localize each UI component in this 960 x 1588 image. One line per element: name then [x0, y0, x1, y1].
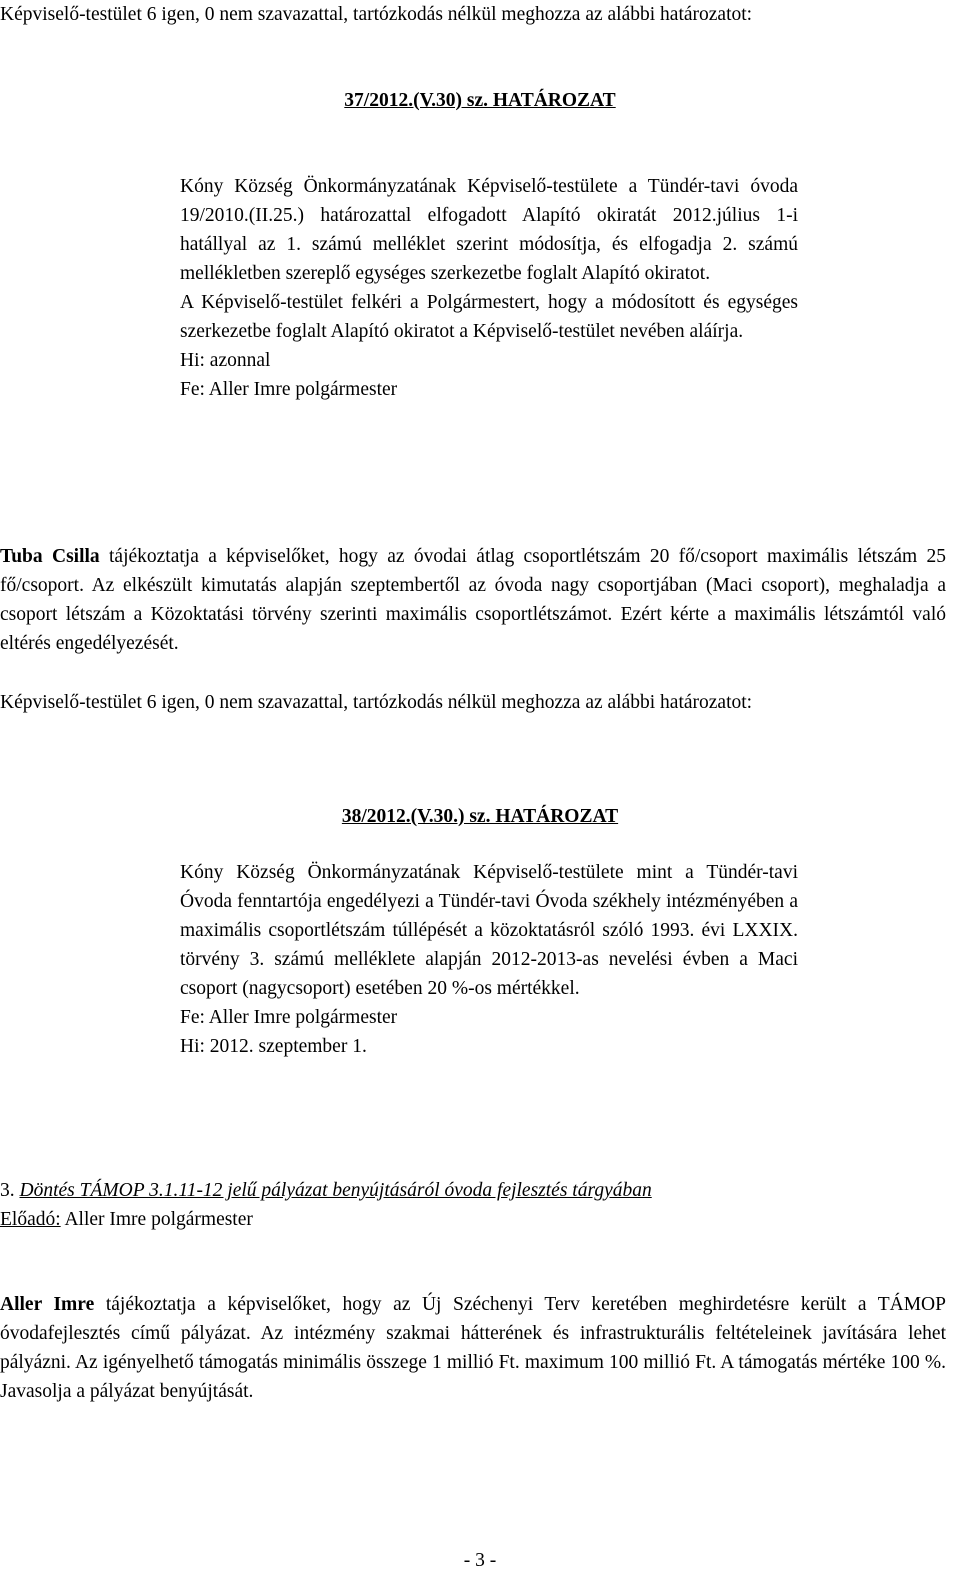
resolution-1-text-2: A Képviselő-testület felkéri a Polgármestert, hogy a módosított és egységes szerkezetbe foglalt Alapító okiratot a Képviselő-testület nevében aláírja. [180, 292, 798, 342]
agenda-number: 3. [0, 1180, 15, 1201]
agenda-title: Döntés TÁMOP 3.1.11-12 jelű pályázat benyújtásáról óvoda fejlesztés tárgyában [19, 1180, 652, 1201]
vote-statement-top: Képviselő-testület 6 igen, 0 nem szavazattal, tartózkodás nélkül meghozza az alábbi határozatot: [0, 4, 753, 25]
page-number: - 3 - [463, 1550, 497, 1571]
resolution-2-title: 38/2012.(V.30.) sz. HATÁROZAT [341, 806, 619, 827]
agenda-item-3-heading [0, 1176, 946, 1205]
agenda-item-3 [0, 1176, 946, 1234]
resolution-1-responsible: Fe: Aller Imre polgármester [180, 379, 398, 400]
vote-statement-2: Képviselő-testület 6 igen, 0 nem szavazattal, tartózkodás nélkül meghozza az alábbi határozatot: [0, 692, 753, 713]
paragraph-text-2: tájékoztatja a képviselőket, hogy az Új Széchenyi Terv keretében meghirdetésre került a TÁMOP óvodafejlesztés című pályázat. Az intézmény szakmai hátterének és infrastrukturális feltételeinek javítására lehet pályázni. Az igényelhető támogatás minimális összege 1 millió Ft. maximum 100 millió Ft. A támogatás mértéke 100 %. Javasolja a pályázat benyújtását. [0, 1294, 946, 1402]
resolution-1-deadline: Hi: azonnal [180, 350, 271, 371]
resolution-2-responsible: Fe: Aller Imre polgármester [180, 1007, 398, 1028]
resolution-1-title: 37/2012.(V.30) sz. HATÁROZAT [344, 90, 616, 111]
resolution-2-deadline: Hi: 2012. szeptember 1. [180, 1036, 367, 1057]
resolution-1-text: Kóny Község Önkormányzatának Képviselő-testülete a Tündér-tavi óvoda 19/2010.(II.25.) határozattal elfogadott Alapító okiratát 2012.július 1-i hatállyal az 1. számú melléklet szerint módosítja, és elfogadja 2. számú mellékletben szereplő egységes szerkezetbe foglalt Alapító okiratot. [180, 176, 798, 284]
agenda-presenter [0, 1205, 946, 1234]
resolution-2-body [180, 858, 798, 1061]
resolution-2-text: Kóny Község Önkormányzatának Képviselő-testülete mint a Tündér-tavi Óvoda fenntartója engedélyezi a Tündér-tavi Óvoda székhely intézményében a maximális csoportlétszám túllépését a közoktatásról szóló 1993. évi LXXIX. törvény 3. számú melléklete alapján 2012-2013-as nevelési évben a Maci csoport (nagycsoport) esetében 20 %-os mértékkel. [180, 862, 798, 999]
presenter-name: Aller Imre polgármester [60, 1209, 253, 1230]
paragraph-tuba-csilla [0, 542, 946, 658]
paragraph-text: tájékoztatja a képviselőket, hogy az óvodai átlag csoportlétszám 20 fő/csoport maximális létszám 25 fő/csoport. Az elkészült kimutatás alapján szeptembertől az óvoda nagy csoportjában (Maci csoport), meghaladja a csoport létszám a Közoktatási törvény szerinti maximális csoportlétszámot. Ezért kérte a maximális létszámtól való eltérés engedélyezését. [0, 546, 946, 654]
speaker-name: Tuba Csilla [0, 546, 100, 567]
speaker-name-2: Aller Imre [0, 1294, 95, 1315]
paragraph-aller-imre [0, 1290, 946, 1406]
resolution-1-body [180, 172, 798, 404]
presenter-label: Előadó: [0, 1209, 61, 1230]
